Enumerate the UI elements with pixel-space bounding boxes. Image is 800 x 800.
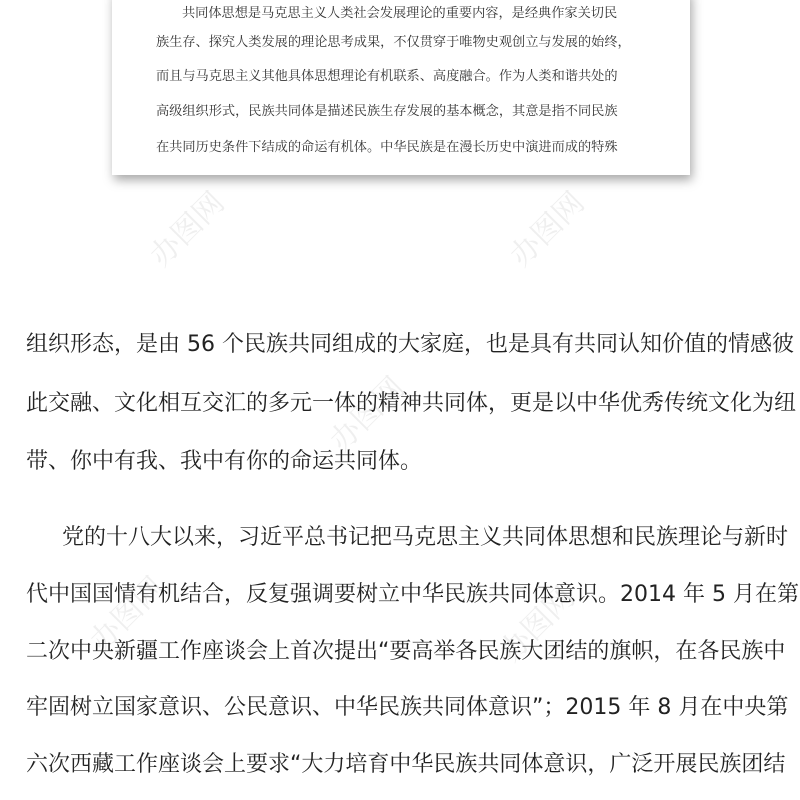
watermark-text: 办图网 (83, 570, 172, 659)
body-text-line: 组织形态，是由 56 个民族共同组成的大家庭，也是具有共同认知价值的情感彼 (26, 332, 794, 357)
watermark-text: 办图网 (143, 185, 232, 274)
card-text-line: 族生存、探究人类发展的理论思考成果，不仅贯穿于唯物史观创立与发展的始终， (156, 35, 631, 50)
card-text-line: 在共同历史条件下结成的命运有机体。中华民族是在漫长历史中演进而成的特殊 (156, 140, 618, 155)
body-text-line: 牢固树立国家意识、公民意识、中华民族共同体意识”；2015 年 8 月在中央第 (26, 695, 789, 720)
card-text-line: 共同体思想是马克思主义人类社会发展理论的重要内容，是经典作家关切民 (182, 6, 618, 21)
document-preview-card (112, 0, 690, 175)
card-text-line: 而且与马克思主义其他具体思想理论有机联系、高度融合。作为人类和谐共处的 (156, 69, 618, 84)
card-text-line: 高级组织形式，民族共同体是描述民族生存发展的基本概念，其意是指不同民族 (156, 104, 618, 119)
body-text-line: 带、你中有我、我中有你的命运共同体。 (26, 449, 423, 474)
body-text-line: 二次中央新疆工作座谈会上首次提出“要高举各民族大团结的旗帜，在各民族中 (26, 639, 786, 664)
watermark-text: 办图网 (503, 185, 592, 274)
watermark-text: 办图网 (493, 580, 582, 669)
body-text-line: 此交融、文化相互交汇的多元一体的精神共同体，更是以中华优秀传统文化为纽 (26, 391, 797, 416)
body-text-line: 六次西藏工作座谈会上要求“大力培育中华民族共同体意识，广泛开展民族团结 (26, 752, 786, 777)
watermark-text: 办图网 (323, 370, 412, 459)
body-text-line: 党的十八大以来，习近平总书记把马克思主义共同体思想和民族理论与新时 (62, 525, 789, 550)
body-text-line: 代中国国情有机结合，反复强调要树立中华民族共同体意识。2014 年 5 月在第 (26, 582, 799, 607)
